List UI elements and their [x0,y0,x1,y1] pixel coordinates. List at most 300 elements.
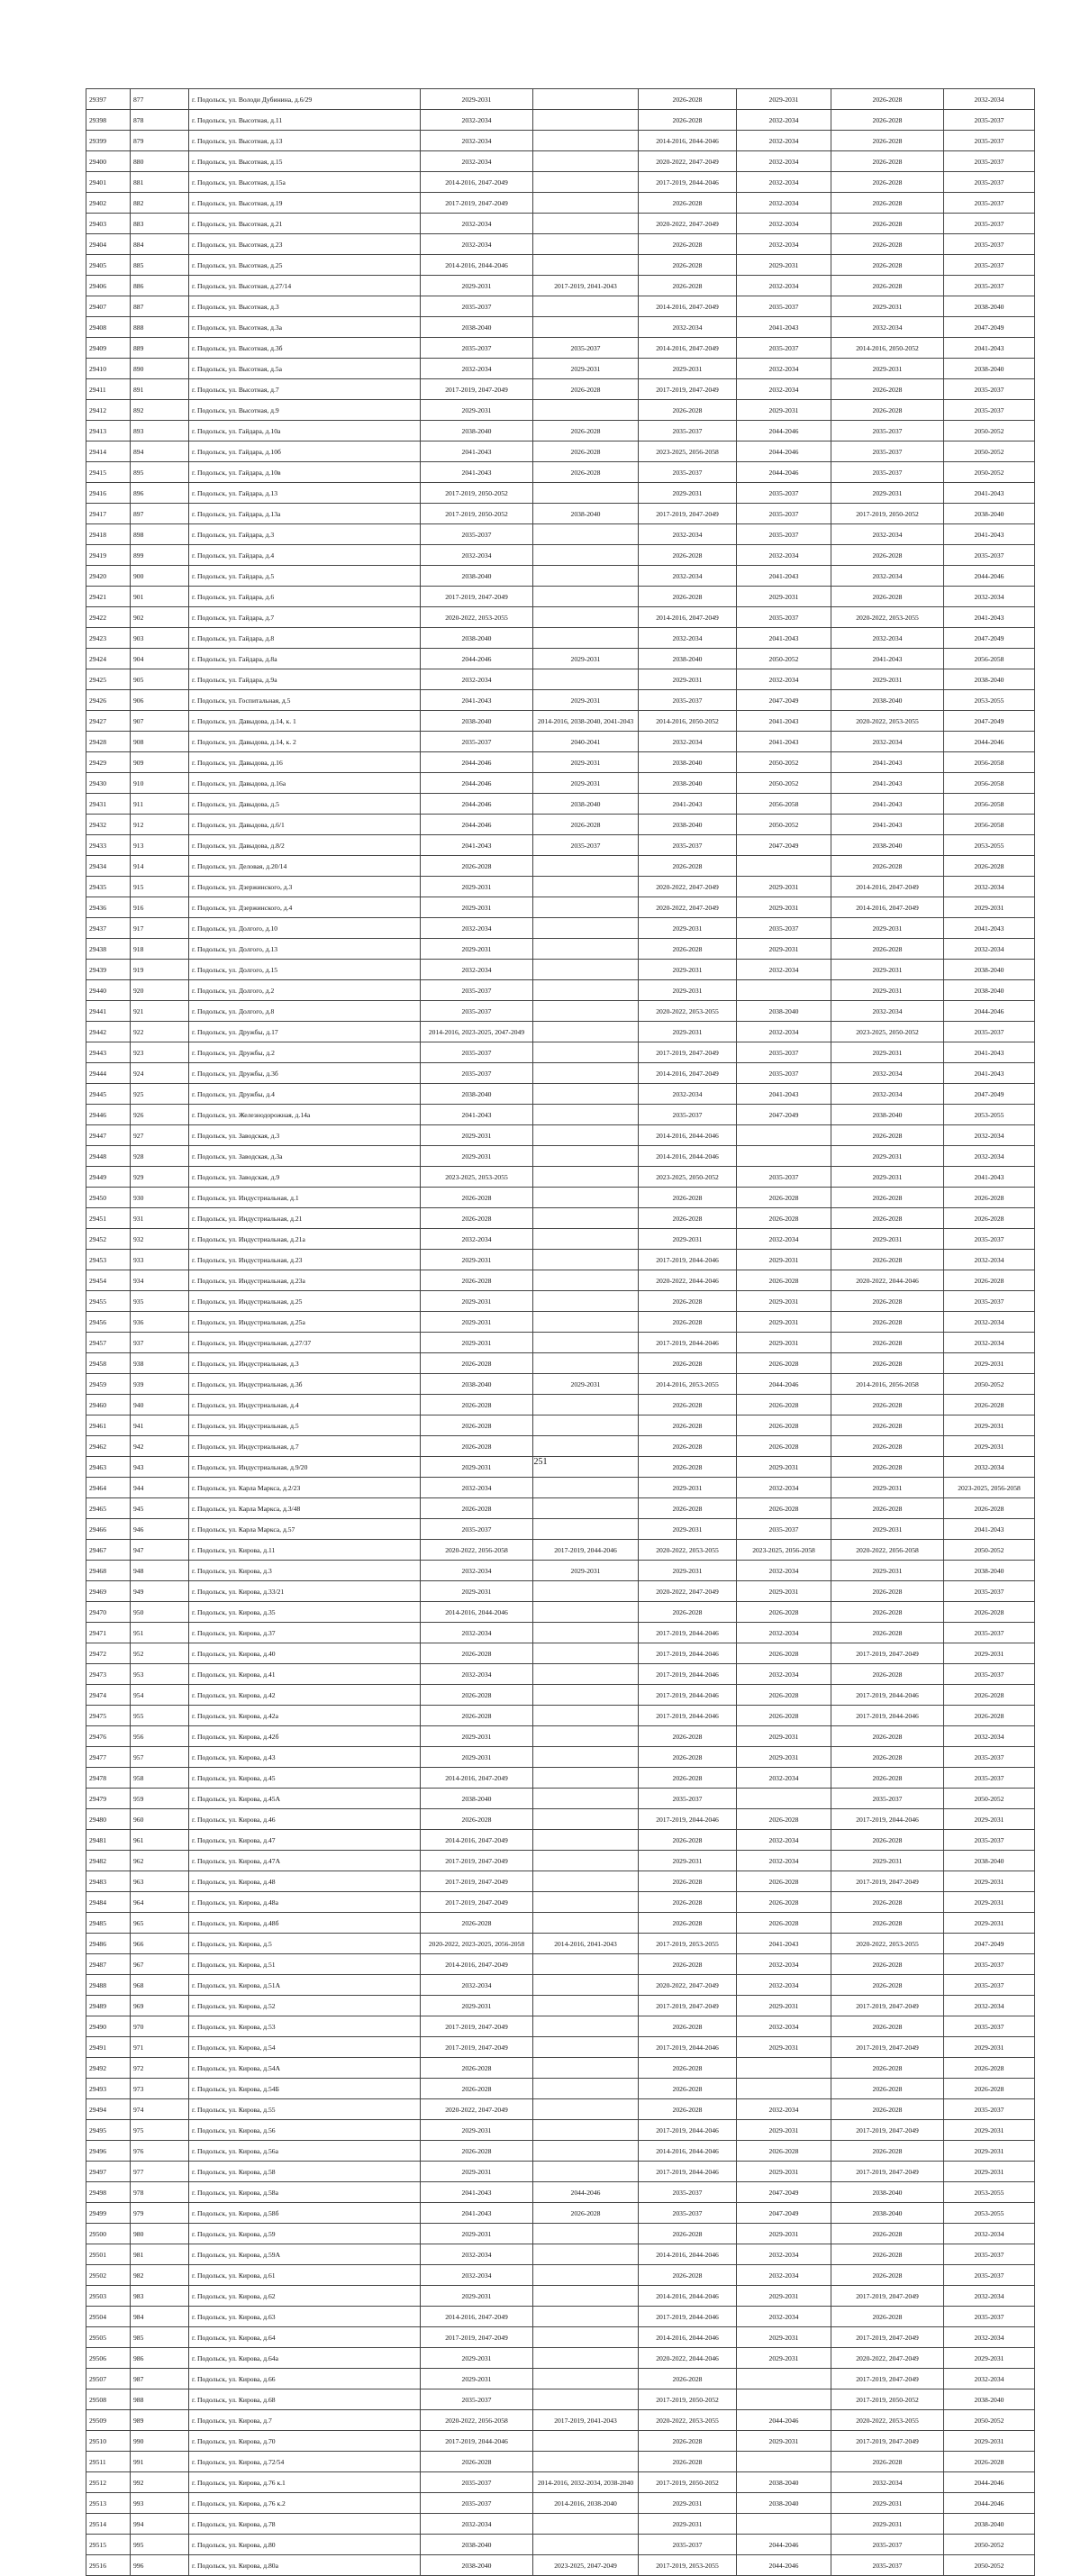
period-cell-3: 2026-2028 [639,1602,737,1623]
period-cell-5: 2029-2031 [831,1167,944,1188]
period-cell-4: 2035-2037 [737,607,831,628]
period-cell-5: 2026-2028 [831,1726,944,1747]
record-id-cell: 29441 [86,1001,131,1022]
table-row [86,711,1035,732]
period-cell-5: 2020-2022, 2053-2055 [831,2410,944,2431]
period-cell-3: 2032-2034 [639,1084,737,1105]
table-row [86,1830,1035,1851]
period-cell-4: 2047-2049 [737,2203,831,2224]
period-cell-4: 2032-2034 [737,2244,831,2265]
period-cell-5: 2029-2031 [831,2493,944,2514]
period-cell-6: 2032-2034 [944,1457,1035,1478]
address-cell: г. Подольск, ул. Кирова, д.63 [189,2307,421,2327]
index-cell: 962 [131,1851,189,1871]
index-cell: 917 [131,918,189,939]
record-id-cell: 29487 [86,1954,131,1975]
period-cell-6: 2035-2037 [944,1747,1035,1768]
address-cell: г. Подольск, ул. Кирова, д.45А [189,1789,421,1809]
table-row [86,1167,1035,1188]
period-cell-4: 2044-2046 [737,1374,831,1395]
table-row [86,918,1035,939]
period-cell-2: 2035-2037 [533,835,639,856]
address-cell: г. Подольск, ул. Индустриальная, д.27/37 [189,1333,421,1353]
period-cell-2 [533,1146,639,1167]
period-cell-5: 2035-2037 [831,2555,944,2576]
index-cell: 958 [131,1768,189,1789]
period-cell-3: 2026-2028 [639,1871,737,1892]
record-id-cell: 29489 [86,1996,131,2016]
address-cell: г. Подольск, ул. Высотная, д.3а [189,317,421,338]
record-id-cell: 29406 [86,276,131,296]
period-cell-5: 2026-2028 [831,1457,944,1478]
period-cell-3: 2023-2025, 2050-2052 [639,1167,737,1188]
record-id-cell: 29407 [86,296,131,317]
period-cell-6: 2044-2046 [944,1001,1035,1022]
address-cell: г. Подольск, ул. Железнодорожная, д.14а [189,1105,421,1125]
period-cell-1: 2038-2040 [421,421,533,441]
period-cell-1: 2041-2043 [421,835,533,856]
period-cell-4: 2041-2043 [737,711,831,732]
address-cell: г. Подольск, ул. Карла Маркса, д.3/48 [189,1498,421,1519]
period-cell-1: 2029-2031 [421,2369,533,2389]
period-cell-5: 2029-2031 [831,1519,944,1540]
period-cell-2 [533,2452,639,2472]
period-cell-6: 2038-2040 [944,2514,1035,2535]
table-row [86,1478,1035,1498]
period-cell-2 [533,2307,639,2327]
period-cell-6: 2053-2055 [944,1105,1035,1125]
period-cell-2: 2029-2031 [533,690,639,711]
period-cell-6: 2029-2031 [944,2037,1035,2058]
period-cell-2 [533,255,639,276]
period-cell-1: 2038-2040 [421,566,533,587]
record-id-cell: 29482 [86,1851,131,1871]
period-cell-5: 2041-2043 [831,773,944,794]
period-cell-5: 2029-2031 [831,359,944,379]
table-row [86,421,1035,441]
period-cell-4: 2026-2028 [737,2141,831,2162]
period-cell-6: 2029-2031 [944,1809,1035,1830]
period-cell-2 [533,960,639,980]
period-cell-6: 2035-2037 [944,214,1035,234]
index-cell: 973 [131,2079,189,2099]
period-cell-2: 2014-2016, 2041-2043 [533,1934,639,1954]
period-cell-1: 2017-2019, 2044-2046 [421,2431,533,2452]
address-cell: г. Подольск, ул. Давыдова, д.16а [189,773,421,794]
table-row [86,1851,1035,1871]
period-cell-5: 2026-2028 [831,1747,944,1768]
period-cell-4: 2035-2037 [737,1063,831,1084]
index-cell: 975 [131,2120,189,2141]
address-cell: г. Подольск, ул. Высотная, д.19 [189,193,421,214]
period-cell-4: 2026-2028 [737,1643,831,1664]
table-row [86,877,1035,897]
table-row [86,2120,1035,2141]
period-cell-2 [533,1478,639,1498]
period-cell-6: 2047-2049 [944,317,1035,338]
record-id-cell: 29430 [86,773,131,794]
period-cell-4: 2050-2052 [737,752,831,773]
period-cell-1: 2032-2034 [421,110,533,131]
period-cell-2 [533,1643,639,1664]
period-cell-1: 2035-2037 [421,732,533,752]
period-cell-3: 2035-2037 [639,690,737,711]
table-row [86,214,1035,234]
period-cell-1: 2026-2028 [421,1809,533,1830]
period-cell-5: 2017-2019, 2047-2049 [831,1871,944,1892]
period-cell-6: 2050-2052 [944,441,1035,462]
period-cell-6: 2026-2028 [944,2452,1035,2472]
period-cell-6: 2041-2043 [944,483,1035,504]
period-cell-2: 2026-2028 [533,815,639,835]
period-cell-1: 2029-2031 [421,400,533,421]
index-cell: 963 [131,1871,189,1892]
period-cell-4: 2035-2037 [737,338,831,359]
table-row [86,1395,1035,1415]
address-cell: г. Подольск, ул. Кирова, д.80 [189,2535,421,2555]
index-cell: 880 [131,151,189,172]
address-cell: г. Подольск, ул. Долгого, д.15 [189,960,421,980]
period-cell-4: 2035-2037 [737,1042,831,1063]
period-cell-6: 2035-2037 [944,2099,1035,2120]
period-cell-2 [533,2286,639,2307]
record-id-cell: 29486 [86,1934,131,1954]
address-cell: г. Подольск, ул. Долгого, д.8 [189,1001,421,1022]
period-cell-5: 2026-2028 [831,587,944,607]
period-cell-4: 2056-2058 [737,794,831,815]
index-cell: 944 [131,1478,189,1498]
index-cell: 943 [131,1457,189,1478]
period-cell-1: 2044-2046 [421,649,533,669]
period-cell-6: 2035-2037 [944,2016,1035,2037]
record-id-cell: 29405 [86,255,131,276]
period-cell-6: 2038-2040 [944,960,1035,980]
table-row [86,856,1035,877]
period-cell-3: 2029-2031 [639,669,737,690]
period-cell-4: 2026-2028 [737,1436,831,1457]
index-cell: 933 [131,1250,189,1270]
period-cell-6: 2026-2028 [944,2058,1035,2079]
address-cell: г. Подольск, ул. Долгого, д.2 [189,980,421,1001]
address-cell: г. Подольск, ул. Индустриальная, д.25а [189,1312,421,1333]
address-cell: г. Подольск, ул. Дзержинского, д.4 [189,897,421,918]
period-cell-6: 2035-2037 [944,1581,1035,1602]
table-row [86,649,1035,669]
period-cell-3: 2029-2031 [639,2493,737,2514]
table-row [86,669,1035,690]
period-cell-1: 2032-2034 [421,131,533,151]
period-cell-3: 2032-2034 [639,524,737,545]
address-cell: г. Подольск, ул. Гайдара, д.6 [189,587,421,607]
address-cell: г. Подольск, ул. Давыдова, д.5 [189,794,421,815]
period-cell-5: 2035-2037 [831,1789,944,1809]
period-cell-5: 2026-2028 [831,1291,944,1312]
period-cell-3: 2014-2016, 2047-2049 [639,296,737,317]
period-cell-4 [737,2058,831,2079]
index-cell: 984 [131,2307,189,2327]
period-cell-2 [533,2535,639,2555]
index-cell: 940 [131,1395,189,1415]
period-cell-6: 2029-2031 [944,897,1035,918]
period-cell-3: 2017-2019, 2044-2046 [639,1706,737,1726]
period-cell-3: 2026-2028 [639,2431,737,2452]
table-row [86,2389,1035,2410]
record-id-cell: 29420 [86,566,131,587]
period-cell-3: 2017-2019, 2047-2049 [639,1042,737,1063]
period-cell-1: 2017-2019, 2047-2049 [421,193,533,214]
record-id-cell: 29439 [86,960,131,980]
period-cell-2: 2029-2031 [533,752,639,773]
record-id-cell: 29446 [86,1105,131,1125]
record-id-cell: 29502 [86,2265,131,2286]
table-row [86,1809,1035,1830]
period-cell-4: 2044-2046 [737,462,831,483]
period-cell-2 [533,1084,639,1105]
period-cell-6: 2032-2034 [944,1726,1035,1747]
period-cell-3: 2035-2037 [639,2182,737,2203]
period-cell-2: 2014-2016, 2038-2040 [533,2493,639,2514]
period-cell-6: 2038-2040 [944,2389,1035,2410]
period-cell-1: 2029-2031 [421,2224,533,2244]
record-id-cell: 29417 [86,504,131,524]
period-cell-5: 2026-2028 [831,379,944,400]
period-cell-3: 2017-2019, 2044-2046 [639,2162,737,2182]
period-cell-2 [533,1291,639,1312]
table-row [86,1954,1035,1975]
record-id-cell: 29516 [86,2555,131,2576]
table-row [86,379,1035,400]
period-cell-2: 2029-2031 [533,1561,639,1581]
period-cell-1: 2029-2031 [421,1726,533,1747]
record-id-cell: 29476 [86,1726,131,1747]
table-row [86,483,1035,504]
table-row [86,2307,1035,2327]
address-cell: г. Подольск, ул. Кирова, д.62 [189,2286,421,2307]
period-cell-2 [533,1871,639,1892]
period-cell-6: 2035-2037 [944,1954,1035,1975]
record-id-cell: 29451 [86,1208,131,1229]
address-cell: г. Подольск, ул. Дружбы, д.17 [189,1022,421,1042]
period-cell-4: 2032-2034 [737,379,831,400]
record-id-cell: 29452 [86,1229,131,1250]
period-cell-3: 2020-2022, 2044-2046 [639,2348,737,2369]
period-cell-2 [533,400,639,421]
period-cell-2 [533,2037,639,2058]
period-cell-2 [533,1498,639,1519]
address-cell: г. Подольск, ул. Высотная, д.9 [189,400,421,421]
period-cell-2 [533,483,639,504]
period-cell-2: 2040-2041 [533,732,639,752]
period-cell-2 [533,2079,639,2099]
period-cell-1: 2029-2031 [421,1146,533,1167]
period-cell-6: 2035-2037 [944,2307,1035,2327]
index-cell: 927 [131,1125,189,1146]
period-cell-2 [533,2514,639,2535]
period-cell-1: 2026-2028 [421,1415,533,1436]
period-cell-2 [533,1851,639,1871]
period-cell-6: 2035-2037 [944,255,1035,276]
period-cell-4: 2050-2052 [737,815,831,835]
period-cell-4: 2026-2028 [737,1706,831,1726]
index-cell: 949 [131,1581,189,1602]
table-row [86,1353,1035,1374]
period-cell-3: 2017-2019, 2047-2049 [639,1996,737,2016]
address-cell: г. Подольск, ул. Индустриальная, д.3б [189,1374,421,1395]
table-row [86,566,1035,587]
period-cell-3: 2020-2022, 2053-2055 [639,2410,737,2431]
index-cell: 950 [131,1602,189,1623]
record-id-cell: 29401 [86,172,131,193]
period-cell-5: 2032-2034 [831,566,944,587]
index-cell: 906 [131,690,189,711]
record-id-cell: 29459 [86,1374,131,1395]
address-cell: г. Подольск, ул. Кирова, д.54Б [189,2079,421,2099]
table-row [86,1063,1035,1084]
table-row [86,1415,1035,1436]
period-cell-4: 2032-2034 [737,214,831,234]
period-cell-2 [533,234,639,255]
period-cell-1: 2029-2031 [421,2162,533,2182]
period-cell-1: 2035-2037 [421,1001,533,1022]
period-cell-6: 2032-2034 [944,1312,1035,1333]
record-id-cell: 29493 [86,2079,131,2099]
period-cell-4: 2035-2037 [737,918,831,939]
period-cell-5: 2014-2016, 2050-2052 [831,338,944,359]
period-cell-5: 2026-2028 [831,1415,944,1436]
period-cell-2 [533,545,639,566]
period-cell-2: 2029-2031 [533,649,639,669]
period-cell-6: 2050-2052 [944,2410,1035,2431]
period-cell-3: 2035-2037 [639,421,737,441]
period-cell-4: 2032-2034 [737,960,831,980]
period-cell-6: 2035-2037 [944,1022,1035,1042]
period-cell-3: 2026-2028 [639,1498,737,1519]
address-cell: г. Подольск, ул. Кирова, д.80а [189,2555,421,2576]
period-cell-3: 2017-2019, 2053-2055 [639,2555,737,2576]
period-cell-1: 2017-2019, 2047-2049 [421,2327,533,2348]
period-cell-6: 2053-2055 [944,2203,1035,2224]
period-cell-4: 2026-2028 [737,1685,831,1706]
period-cell-4: 2029-2031 [737,255,831,276]
address-cell: г. Подольск, ул. Высотная, д.21 [189,214,421,234]
period-cell-1: 2035-2037 [421,2472,533,2493]
index-cell: 912 [131,815,189,835]
table-row [86,1374,1035,1395]
period-cell-4: 2029-2031 [737,1312,831,1333]
period-cell-1: 2026-2028 [421,1270,533,1291]
record-id-cell: 29443 [86,1042,131,1063]
period-cell-4: 2035-2037 [737,504,831,524]
period-cell-5: 2026-2028 [831,1664,944,1685]
address-cell: г. Подольск, ул. Кирова, д.56 [189,2120,421,2141]
period-cell-1: 2035-2037 [421,2493,533,2514]
period-cell-1: 2035-2037 [421,524,533,545]
period-cell-6: 2038-2040 [944,1561,1035,1581]
record-id-cell: 29484 [86,1892,131,1913]
period-cell-1: 2035-2037 [421,2389,533,2410]
period-cell-5: 2026-2028 [831,131,944,151]
address-cell: г. Подольск, ул. Кирова, д.55 [189,2099,421,2120]
period-cell-3: 2017-2019, 2044-2046 [639,2120,737,2141]
period-cell-1: 2023-2025, 2053-2055 [421,1167,533,1188]
period-cell-3: 2026-2028 [639,400,737,421]
table-row [86,897,1035,918]
record-id-cell: 29498 [86,2182,131,2203]
period-cell-4: 2029-2031 [737,587,831,607]
period-cell-4: 2032-2034 [737,1623,831,1643]
period-cell-2 [533,1830,639,1851]
record-id-cell: 29505 [86,2327,131,2348]
address-cell: г. Подольск, ул. Гайдара, д.7 [189,607,421,628]
index-cell: 983 [131,2286,189,2307]
period-cell-1: 2020-2022, 2023-2025, 2056-2058 [421,1934,533,1954]
period-cell-2 [533,1892,639,1913]
index-cell: 921 [131,1001,189,1022]
period-cell-3: 2017-2019, 2047-2049 [639,504,737,524]
period-cell-2 [533,1664,639,1685]
index-cell: 901 [131,587,189,607]
record-id-cell: 29462 [86,1436,131,1457]
period-cell-5: 2026-2028 [831,151,944,172]
record-id-cell: 29403 [86,214,131,234]
index-cell: 956 [131,1726,189,1747]
period-cell-4: 2044-2046 [737,2535,831,2555]
period-cell-3: 2032-2034 [639,732,737,752]
index-cell: 929 [131,1167,189,1188]
record-id-cell: 29410 [86,359,131,379]
index-cell: 941 [131,1415,189,1436]
period-cell-2 [533,1706,639,1726]
record-id-cell: 29404 [86,234,131,255]
period-cell-2: 2023-2025, 2047-2049 [533,2555,639,2576]
address-cell: г. Подольск, ул. Заводская, д.9 [189,1167,421,1188]
index-cell: 976 [131,2141,189,2162]
period-cell-2: 2035-2037 [533,338,639,359]
index-cell: 951 [131,1623,189,1643]
period-cell-5: 2026-2028 [831,172,944,193]
period-cell-5: 2035-2037 [831,441,944,462]
table-row [86,2058,1035,2079]
address-cell: г. Подольск, ул. Карла Маркса, д.2/23 [189,1478,421,1498]
period-cell-3: 2017-2019, 2044-2046 [639,1643,737,1664]
period-cell-2: 2029-2031 [533,1374,639,1395]
table-row [86,960,1035,980]
table-row [86,1892,1035,1913]
period-cell-6: 2032-2034 [944,2224,1035,2244]
table-row [86,1333,1035,1353]
period-cell-6: 2026-2028 [944,2079,1035,2099]
table-row [86,752,1035,773]
period-cell-1: 2032-2034 [421,234,533,255]
record-id-cell: 29460 [86,1395,131,1415]
address-cell: г. Подольск, ул. Высотная, д.7 [189,379,421,400]
period-cell-5: 2026-2028 [831,193,944,214]
record-id-cell: 29437 [86,918,131,939]
period-cell-5: 2026-2028 [831,545,944,566]
period-cell-6: 2035-2037 [944,1768,1035,1789]
period-cell-1: 2029-2031 [421,89,533,110]
record-id-cell: 29436 [86,897,131,918]
period-cell-5: 2026-2028 [831,2099,944,2120]
table-row [86,2514,1035,2535]
period-cell-3: 2029-2031 [639,483,737,504]
period-cell-5: 2014-2016, 2056-2058 [831,1374,944,1395]
record-id-cell: 29399 [86,131,131,151]
period-cell-6: 2035-2037 [944,193,1035,214]
period-cell-6: 2032-2034 [944,1333,1035,1353]
period-cell-2: 2044-2046 [533,2182,639,2203]
period-cell-3: 2041-2043 [639,794,737,815]
